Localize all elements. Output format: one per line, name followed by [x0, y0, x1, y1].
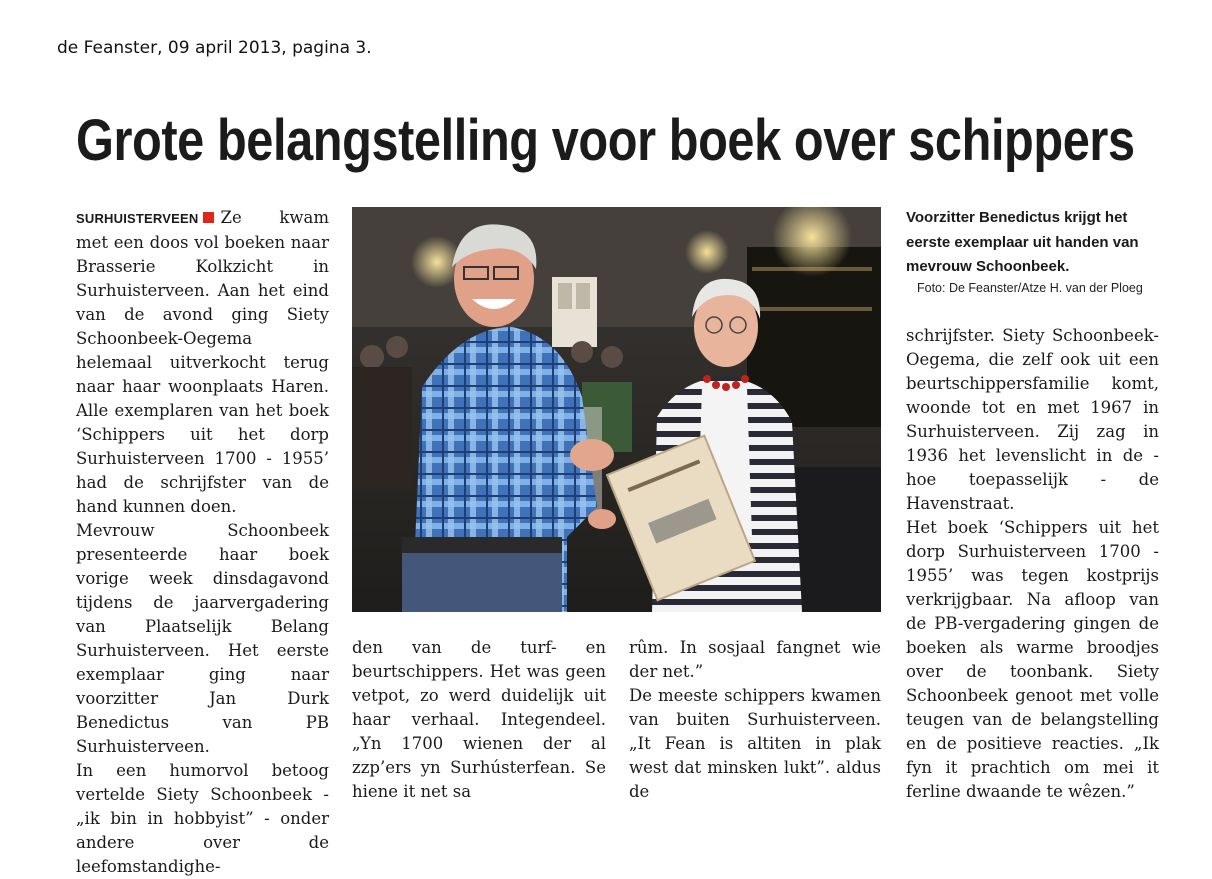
article-column-2 — [352, 636, 606, 804]
article-column-4 — [906, 324, 1159, 804]
paragraph-6: De meeste schippers kwamen van buiten Surhuisterveen. „It Fean is altiten in plak west dat minsken lukt”. aldus de — [629, 686, 881, 801]
paragraph-5: rûm. In sosjaal fangnet wie der net.” — [629, 638, 881, 681]
photo-two-people-handshake-book-icon — [352, 207, 881, 612]
photo-caption: Voorzitter Benedictus krijgt het eerste exemplaar uit handen van mevrouw Schoonbeek. — [906, 209, 1139, 275]
headline: Grote belangstelling voor boek over schippers — [76, 108, 1135, 173]
paragraph-3: In een humorvol betoog vertelde Siety Schoonbeek - „ik bin in hobbyist” - onder andere over de leefomstandighe- — [76, 761, 329, 876]
paragraph-1-text: Ze kwam met een doos vol boeken naar Brasserie Kolkzicht in Surhuisterveen. Aan het eind van de avond ging Siety Schoonbeek-Oegema helemaal uitverkocht terug naar haar woonplaats Haren. Alle exemplaren van het boek ‘Schippers uit het dorp Surhuisterveen 1700 - 1955’ had de schrijfster van de hand kunnen doen. — [76, 208, 329, 516]
article-photo — [352, 207, 881, 612]
article-column-1 — [76, 206, 329, 879]
paragraph-7: schrijfster. Siety Schoonbeek-Oegema, die zelf ook uit een beurtschippersfamilie komt, woonde tot en met 1967 in Surhuisterveen. Zij zag in 1936 het levenslicht in de - hoe toepasselijk - de Havenstraat. — [906, 326, 1159, 513]
photo-credit: Foto: De Feanster/Atze H. van der Ploeg — [917, 281, 1143, 295]
dateline: SURHUISTERVEEN — [76, 211, 199, 226]
paragraph-8: Het boek ‘Schippers uit het dorp Surhuisterveen 1700 - 1955’ was tegen kostprijs verkrijgbaar. Na afloop van de PB-vergadering gingen de boeken als warme broodjes over de toonbank. Siety Schoonbeek genoot met volle teugen van de belangstelling en de positieve reacties. „Ik fyn it prachtich om mei it ferline dwaande te wêzen.” — [906, 518, 1159, 801]
paragraph-4: den van de turf- en beurtschippers. Het was geen vetpot, zo werd duidelijk uit haar verhaal. Integendeel. „Yn 1700 wienen der al zzp’ers yn Surhústerfean. Se hiene it net sa — [352, 638, 606, 801]
paragraph-2: Mevrouw Schoonbeek presenteerde haar boek vorige week dinsdagavond tijdens de jaarvergadering van Plaatselijk Belang Surhuisterveen. Het eerste exemplaar ging naar voorzitter Jan Durk Benedictus van PB Surhuisterveen. — [76, 521, 329, 756]
red-square-icon — [203, 212, 214, 223]
paragraph-1 — [76, 206, 329, 519]
article-column-3 — [629, 636, 881, 804]
source-line: de Feanster, 09 april 2013, pagina 3. — [57, 38, 372, 58]
